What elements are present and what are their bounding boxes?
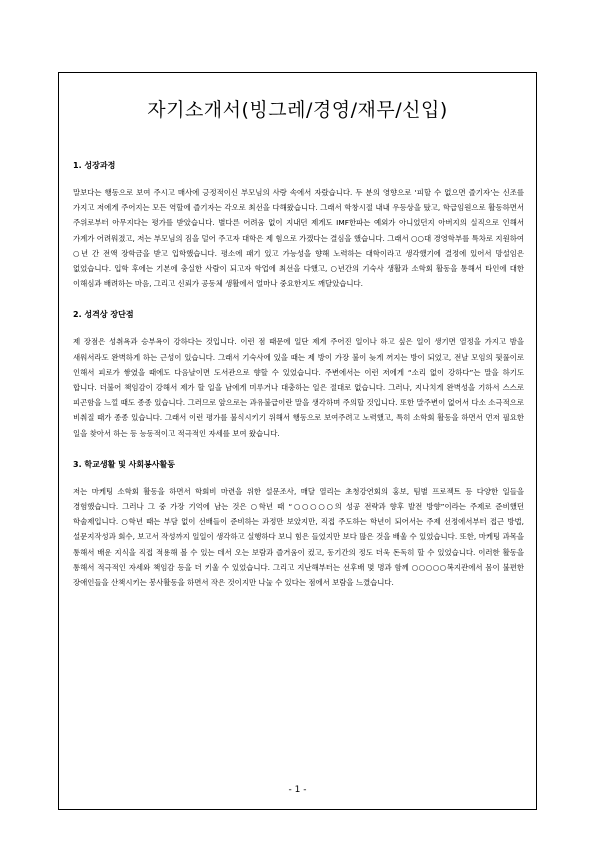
page-number: - 1 - xyxy=(288,785,307,795)
section-heading: 3. 학교생활 및 사회봉사활동 xyxy=(73,459,175,469)
section-school-activities xyxy=(73,459,524,590)
section-paragraph: 저는 마케팅 소학회 활동을 하면서 학회비 마련을 위한 설문조사, 매달 열리는 초청강연회의 홍보, 팀별 프로젝트 등 다양한 일들을 경험했습니다. 그러나 그 중 가장 기억에 남는 것은 ○학년 때 “○○○○○의 성공 전략과 향후 발전 방향”이라는 주제로 준비했던 학술제입니다. ○학년 때는 부담 없이 선배들이 준비하는 과정만 보았지만, 직접 주도하는 학년이 되어서는 주제 선정에서부터 접근 방법, 설문지작성과 회수, 보고서 작성까지 일일이 생각하고 실행하다 보니 힘은 들었지만 보다 많은 것을 배울 수 있었습니다. 또한, 마케팅 과목을 통해서 배운 지식을 직접 적용해 볼 수 있는 데서 오는 보람과 즐거움이 컸고, 동기간의 정도 더욱 돈독히 할 수 있었습니다. 이러한 활동을 통해서 적극적인 자세와 책임감 등을 더 키울 수 있었습니다. 그리고 지난해부터는 선후배 몇 명과 함께 ○○○○○복지관에서 몸이 불편한 장애인들을 산책시키는 봉사활동을 하면서 작은 것이지만 나눌 수 있다는 점에서 보람을 느꼈습니다. xyxy=(73,486,524,588)
section-personality xyxy=(73,309,524,440)
document-body xyxy=(73,146,524,608)
document-title: 자기소개서(빙그레/경영/재무/신입) xyxy=(147,99,448,121)
section-paragraph: 말보다는 행동으로 보여 주시고 매사에 긍정적이신 부모님의 사랑 속에서 자랐습니다. 두 분의 영향으로 ‘피할 수 없으면 즐기자’는 신조를 가지고 저에게 주어지는 모든 역할에 즐기자는 각오로 최선을 다해왔습니다. 그래서 학창시절 내내 우등상을 탔고, 학급임원으로 활동하면서 주위로부터 아무지다는 평가를 받았습니다. 별다른 어려움 없이 지내던 제게도 IMF한파는 예외가 아니었던지 아버지의 실직으로 인해서 가계가 어려워졌고, 저는 부모님의 짐을 덜어 주고자 대학은 제 힘으로 가겠다는 결심을 했습니다. 그래서 ○○대 경영학부를 특차로 지원하여 ○년 간 전액 장학금을 받고 입학했습니다. 평소에 패기 있고 가능성을 향해 노력하는 대학이라고 생각했기에 결정에 있어서 망설임은 없었습니다. 입학 후에는 기본에 충실한 사람이 되고자 학업에 최선을 다했고, ○년간의 기숙사 생활과 소학회 활동을 통해서 타인에 대한 이해심과 배려하는 마음, 그리고 신뢰가 공동체 생활에서 얼마나 중요한지도 깨달았습니다. xyxy=(73,188,524,289)
section-heading: 2. 성격상 장단점 xyxy=(73,310,134,320)
section-heading: 1. 성장과정 xyxy=(73,161,116,170)
section-growth xyxy=(73,160,524,291)
section-paragraph: 제 장점은 성취욕과 승부욕이 강하다는 것입니다. 이런 점 때문에 일단 제게 주어진 일이나 하고 싶은 일이 생기면 열정을 가지고 밤을 새워서라도 완벽하게 하는 근성이 있습니다. 그래서 기숙사에 있을 때는 제 방이 가장 불이 늦게 꺼지는 방이 되었고, 전날 모임의 뒷풀이로 인해서 피로가 쌓였을 때에도 다음날이면 도서관으로 향할 수 있었습니다. 주변에서는 이런 저에게 “소리 없이 강하다”는 말을 하기도 합니다. 더불어 책임감이 강해서 제가 할 일을 남에게 미루거나 대충하는 일은 절대로 없습니다. 그러나, 지나치게 완벽성을 기하서 스스로 피곤함을 느낄 때도 종종 있습니다. 그러므로 앞으로는 과유불급이란 말을 생각하며 주의할 것입니다. 또한 말주변이 없어서 다소 소극적으로 비춰질 때가 종종 있습니다. 그래서 이런 평가를 불식시키기 위해서 행동으로 보여주려고 노력했고, 특히 소학회 활동을 하면서 먼저 필요한 일을 찾아서 하는 등 능동적이고 적극적인 자세를 보여 왔습니다. xyxy=(73,337,524,438)
